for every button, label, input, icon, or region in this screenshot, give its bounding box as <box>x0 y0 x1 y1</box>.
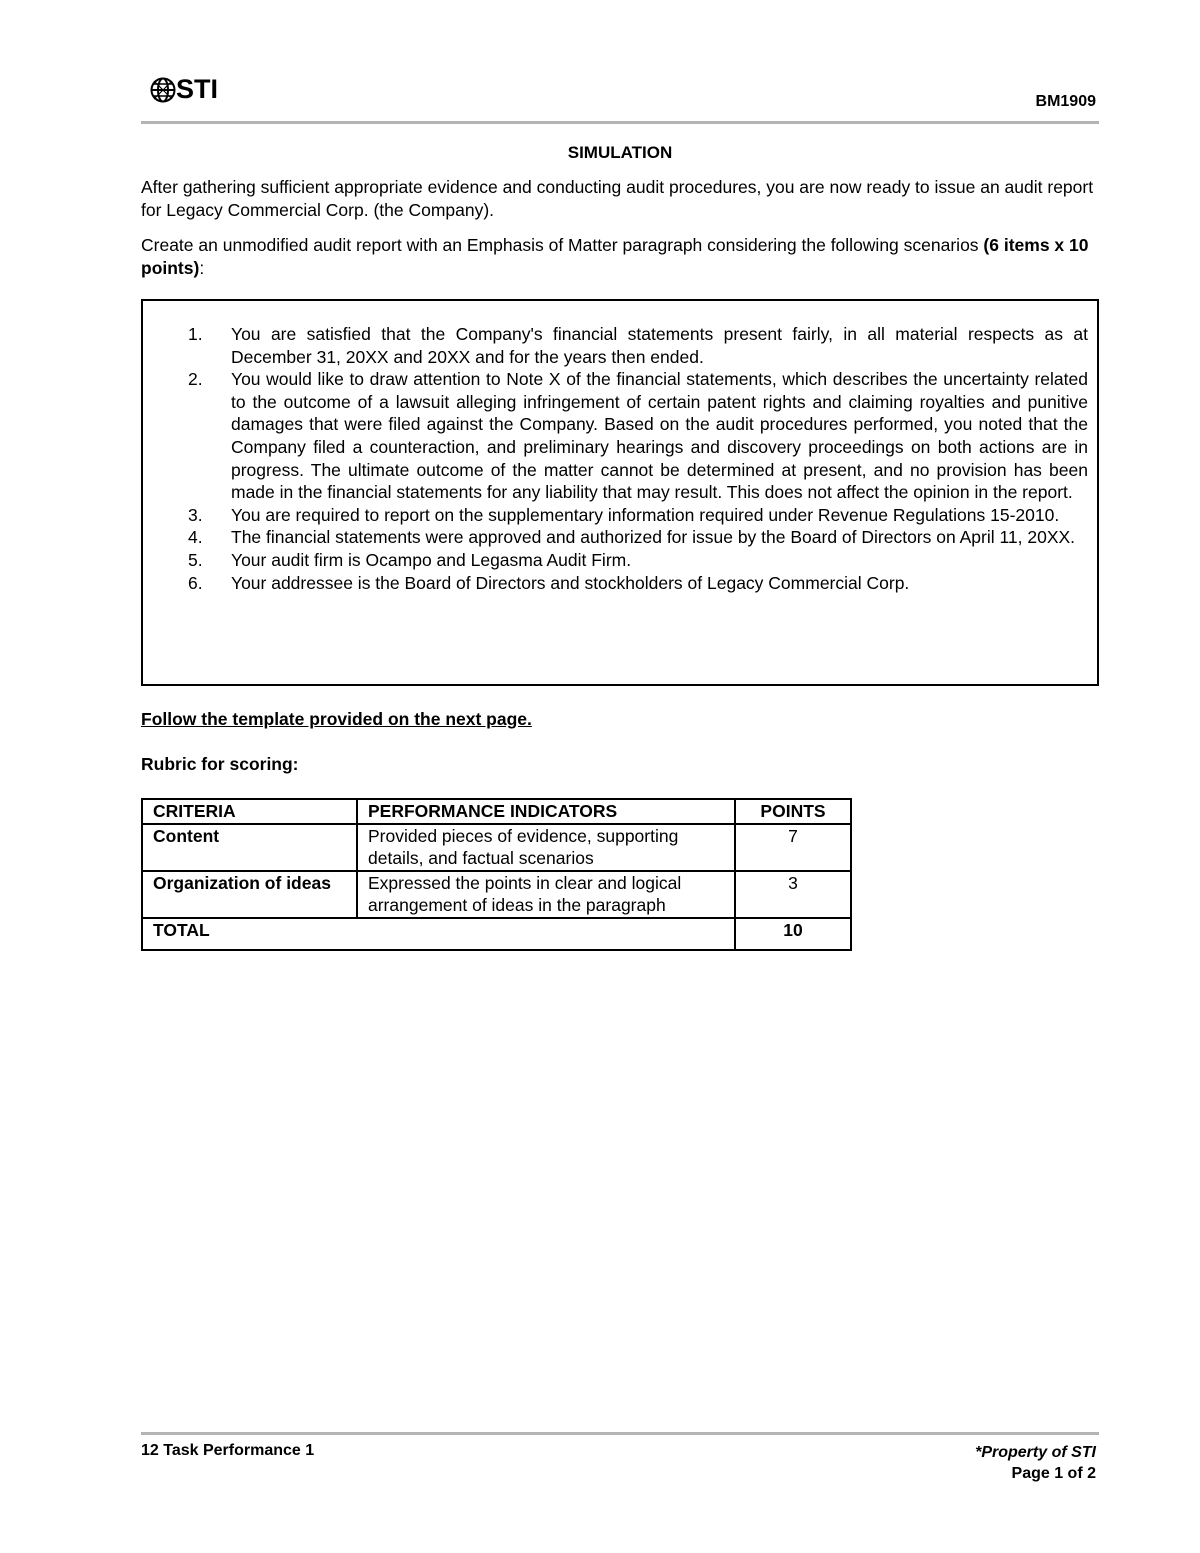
scenario-number: 4. <box>188 527 203 548</box>
page-title: SIMULATION <box>567 143 673 162</box>
follow-template-note: Follow the template provided on the next page. <box>141 709 532 729</box>
instruction-points: (6 items x 10 points) <box>141 235 1089 278</box>
scenario-text: You would like to draw attention to Note X of the financial statements, which describes the uncertainty related to the outcome of a lawsuit alleging infringement of certain patent rights and claiming royalties and punitive damages that were filed against the Company. Based on the audit procedures performed, you noted that the Company filed a counteraction, and preliminary hearings and discovery proceedings on both actions are in progress. The ultimate outcome of the matter cannot be determined at present, and no provision has been made in the financial statements for any liability that may result. This does not affect the opinion in the report. <box>231 369 1088 503</box>
header-points: POINTS <box>735 799 851 824</box>
scenario-item <box>188 572 1088 595</box>
instruction-paragraph <box>141 234 1099 279</box>
total-label: TOTAL <box>142 918 735 951</box>
instruction-text: Create an unmodified audit report with an Emphasis of Matter paragraph considering the following scenarios <box>141 235 984 255</box>
scenarios-list <box>188 323 1088 594</box>
scenario-item <box>188 504 1088 527</box>
scenario-text: Your addressee is the Board of Directors and stockholders of Legacy Commercial Corp. <box>231 572 910 593</box>
indicator-cell: Expressed the points in clear and logical arrangement of ideas in the paragraph <box>357 871 735 918</box>
scenario-item <box>188 323 1088 368</box>
intro-paragraph: After gathering sufficient appropriate evidence and conducting audit procedures, you are now ready to issue an audit report for Legacy Commercial Corp. (the Company). <box>141 177 1094 220</box>
scenario-number: 6. <box>188 572 203 593</box>
table-row <box>142 824 851 871</box>
scenario-text: The financial statements were approved and authorized for issue by the Board of Directors on April 11, 20XX. <box>231 527 1076 548</box>
scenario-number: 2. <box>188 369 203 390</box>
scenario-text: Your audit firm is Ocampo and Legasma Audit Firm. <box>231 549 632 570</box>
rubric-table <box>141 798 852 951</box>
indicator-cell: Provided pieces of evidence, supporting details, and factual scenarios <box>357 824 735 871</box>
footer-right <box>975 1442 1096 1484</box>
points-cell: 7 <box>735 824 851 871</box>
scenarios-box <box>141 299 1099 686</box>
rubric-label: Rubric for scoring: <box>141 754 299 774</box>
page-number: Page 1 of 2 <box>1011 1465 1096 1482</box>
scenario-number: 5. <box>188 549 203 570</box>
total-row <box>142 918 851 951</box>
logo-text: STI <box>176 74 219 104</box>
criteria-cell: Content <box>142 824 357 871</box>
table-row <box>142 871 851 918</box>
course-code: BM1909 <box>1035 93 1096 110</box>
scenario-number: 1. <box>188 324 203 344</box>
scenario-text: You are required to report on the supplementary information required under Revenue Regulations 15-2010. <box>231 504 1060 525</box>
instruction-end: : <box>199 257 205 278</box>
scenario-text: You are satisfied that the Company's financial statements present fairly, in all material respects as at December 31, 20XX and 20XX and for the years then ended. <box>231 324 1088 367</box>
scenario-item <box>188 368 1088 504</box>
table-header-row <box>142 799 851 824</box>
footer-divider <box>141 1432 1099 1435</box>
header-divider <box>141 121 1099 124</box>
footer-title: 12 Task Performance 1 <box>141 1442 315 1459</box>
scenario-item <box>188 549 1088 572</box>
property-note: *Property of STI <box>975 1444 1096 1461</box>
sti-logo <box>150 76 218 103</box>
scenario-item <box>188 526 1088 549</box>
points-cell: 3 <box>735 871 851 918</box>
header-criteria: CRITERIA <box>142 799 357 824</box>
header-indicators: PERFORMANCE INDICATORS <box>357 799 735 824</box>
scenario-number: 3. <box>188 504 203 525</box>
total-points: 10 <box>735 918 851 951</box>
criteria-cell: Organization of ideas <box>142 871 357 918</box>
globe-icon <box>150 77 176 103</box>
